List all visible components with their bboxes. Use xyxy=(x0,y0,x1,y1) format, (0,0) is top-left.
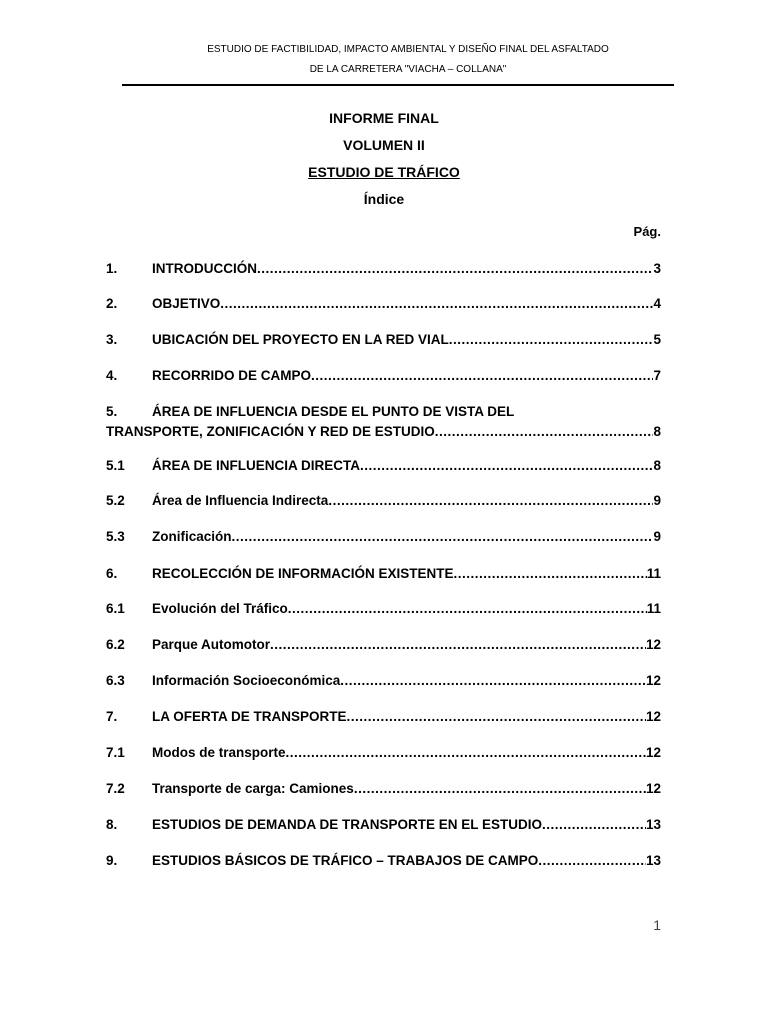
toc-page: 12 xyxy=(645,637,661,652)
toc-number: 5. xyxy=(106,404,118,419)
toc-page: 12 xyxy=(645,673,661,688)
toc-page: 9 xyxy=(653,493,661,508)
toc-leader xyxy=(286,744,646,762)
header-rule xyxy=(122,84,674,86)
study-title: ESTUDIO DE TRÁFICO xyxy=(308,164,460,180)
toc-leader xyxy=(328,492,653,510)
volume-title: VOLUMEN II xyxy=(343,137,425,153)
toc-page: 13 xyxy=(645,817,661,832)
toc-leader xyxy=(454,565,647,583)
header-line-2: DE LA CARRETERA "VIACHA – COLLANA" xyxy=(309,64,507,75)
toc-leader xyxy=(360,457,653,475)
toc-leader xyxy=(220,295,653,313)
toc-number: 5.1 xyxy=(106,458,125,473)
toc-page: 4 xyxy=(653,296,661,311)
toc-page: 8 xyxy=(653,424,661,439)
toc-page: 11 xyxy=(646,601,661,616)
toc-leader xyxy=(340,672,646,690)
toc-leader xyxy=(288,600,647,618)
toc-leader xyxy=(435,423,654,441)
toc-title: ESTUDIOS DE DEMANDA DE TRANSPORTE EN EL ESTUDIO xyxy=(152,817,543,832)
toc-page: 5 xyxy=(653,332,661,347)
toc-page: 12 xyxy=(645,745,661,760)
toc-title: Información Socioeconómica xyxy=(152,673,341,688)
toc-page: 9 xyxy=(653,529,661,544)
page-column-label: Pág. xyxy=(633,224,661,239)
toc-number: 6.3 xyxy=(106,673,125,688)
toc-number: 7.1 xyxy=(106,745,125,760)
toc-page: 8 xyxy=(653,458,661,473)
index-title: Índice xyxy=(363,191,405,207)
toc-number: 6.2 xyxy=(106,637,125,652)
toc-title: LA OFERTA DE TRANSPORTE xyxy=(152,709,347,724)
toc-page: 11 xyxy=(646,566,661,581)
toc-number: 4. xyxy=(106,368,118,383)
toc-leader xyxy=(232,528,654,546)
toc-number: 2. xyxy=(106,296,118,311)
toc-title: Modos de transporte xyxy=(152,745,286,760)
toc-leader xyxy=(270,636,646,654)
toc-page: 7 xyxy=(653,368,661,383)
toc-number: 5.3 xyxy=(106,529,125,544)
toc-number: 5.2 xyxy=(106,493,125,508)
toc-entry[interactable] xyxy=(106,403,661,443)
toc-title: INTRODUCCIÓN xyxy=(152,261,257,276)
toc-title: ÁREA DE INFLUENCIA DIRECTA xyxy=(152,458,360,473)
toc-leader xyxy=(449,331,654,349)
report-title: INFORME FINAL xyxy=(329,110,439,126)
toc-number: 1. xyxy=(106,261,118,276)
toc-leader xyxy=(354,780,646,798)
toc-page: 13 xyxy=(645,853,661,868)
toc-number: 6. xyxy=(106,566,118,581)
toc-title: Área de Influencia Indirecta xyxy=(152,493,329,508)
page-header xyxy=(0,40,768,80)
toc-title: Transporte de carga: Camiones xyxy=(152,781,354,796)
toc-title: Parque Automotor xyxy=(152,637,270,652)
toc-title: Zonificación xyxy=(152,529,232,544)
toc-leader xyxy=(257,260,653,278)
toc-number: 6.1 xyxy=(106,601,125,616)
toc-number: 7.2 xyxy=(106,781,125,796)
toc-title: OBJETIVO xyxy=(152,296,221,311)
toc-title: ESTUDIOS BÁSICOS DE TRÁFICO – TRABAJOS DE CAMPO xyxy=(152,853,539,868)
toc-leader xyxy=(542,816,646,834)
toc-leader xyxy=(538,852,646,870)
toc-title: UBICACIÓN DEL PROYECTO EN LA RED VIAL xyxy=(152,332,449,347)
toc-page: 12 xyxy=(645,709,661,724)
toc-number: 3. xyxy=(106,332,118,347)
toc-number: 8. xyxy=(106,817,118,832)
toc-page: 3 xyxy=(653,261,661,276)
toc-leader xyxy=(311,367,653,385)
toc-number: 9. xyxy=(106,853,118,868)
toc-title: ÁREA DE INFLUENCIA DESDE EL PUNTO DE VISTA DEL xyxy=(152,404,515,419)
title-block xyxy=(0,108,768,216)
toc-number: 7. xyxy=(106,709,118,724)
toc-title: RECOLECCIÓN DE INFORMACIÓN EXISTENTE xyxy=(152,566,454,581)
toc-title: RECORRIDO DE CAMPO xyxy=(152,368,312,383)
toc-page: 12 xyxy=(645,781,661,796)
page-number: 1 xyxy=(653,917,661,933)
toc-leader xyxy=(347,708,646,726)
toc-title-continued: TRANSPORTE, ZONIFICACIÓN Y RED DE ESTUDIO xyxy=(106,424,435,439)
toc-title: Evolución del Tráfico xyxy=(152,601,288,616)
header-line-1: ESTUDIO DE FACTIBILIDAD, IMPACTO AMBIENTAL Y DISEÑO FINAL DEL ASFALTADO xyxy=(207,44,609,55)
